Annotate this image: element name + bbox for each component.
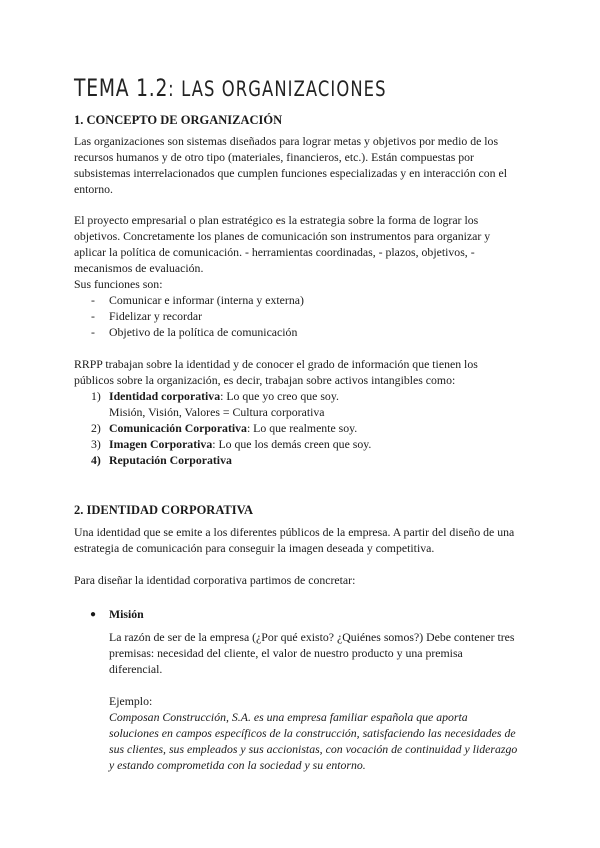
example-line: Composan Construcción, S.A. es una empresa familiar española que aporta [109,710,468,724]
section-heading-identidad: 2. IDENTIDAD CORPORATIVA [74,503,254,517]
dash-marker: - [91,293,95,307]
paragraph-line: Una identidad que se emite a los diferentes públicos de la empresa. A partir del diseño de una [74,525,515,539]
list-number: 1) [91,389,101,403]
paragraph-line: objetivos. Concretamente los planes de comunicación son instrumentos para organizar y [74,229,491,243]
paragraph-line: El proyecto empresarial o plan estratégico es la estrategia sobre la forma de lograr los [74,213,479,227]
list-item: Reputación Corporativa [109,453,232,467]
paragraph-line: RRPP trabajan sobre la identidad y de conocer el grado de información que tienen los [74,357,478,371]
list-number: 3) [91,437,101,451]
list-item: Comunicar e informar (interna y externa) [109,293,304,307]
list-item: Objetivo de la política de comunicación [109,325,298,339]
paragraph-line: Para diseñar la identidad corporativa partimos de concretar: [74,573,356,587]
paragraph-line: aplicar la política de comunicación. - herramientas coordinadas, - plazos, objetivos, - [74,245,475,259]
example-line: sus clientes, sus empleados y sus accionistas, con vocación de continuidad y liderazgo [109,742,518,756]
list-item: Identidad corporativa: Lo que yo creo que soy. [109,389,339,403]
paragraph-line: premisas: necesidad del cliente, el valor de nuestro producto y una premisa [109,646,463,660]
paragraph-line: La razón de ser de la empresa (¿Por qué existo? ¿Quiénes somos?) Debe contener tres [109,630,515,644]
list-item: Comunicación Corporativa: Lo que realmente soy. [109,421,358,435]
paragraph-line: diferencial. [109,662,163,676]
page-title: TEMA 1.2: LAS ORGANIZACIONES [74,74,387,102]
mision-label: Misión [109,607,144,621]
list-item: Imagen Corporativa: Lo que los demás creen que soy. [109,437,372,451]
paragraph-line: públicos sobre la organización, es decir, trabajan sobre activos intangibles como: [74,373,456,387]
dash-marker: - [91,325,95,339]
example-label: Ejemplo: [109,694,153,708]
paragraph-line: entorno. [74,182,113,196]
paragraph-line: Las organizaciones son sistemas diseñados para lograr metas y objetivos por medio de los [74,134,499,148]
bullet-marker: ● [90,609,97,620]
list-number: 4) [91,453,101,467]
list-item: Fidelizar y recordar [109,309,203,323]
list-number: 2) [91,421,101,435]
paragraph-line: subsistemas interrelacionados que cumplen funciones especializadas y en interacción con el [74,166,508,180]
dash-marker: - [91,309,95,323]
paragraph-line: mecanismos de evaluación. [74,261,204,275]
example-line: soluciones en campos específicos de la construcción, satisfaciendo las necesidades de [109,726,516,740]
list-item-extra: Misión, Visión, Valores = Cultura corporativa [109,405,325,419]
paragraph-line: recursos humanos y de otro tipo (materiales, financieros, etc.). Están compuestas por [74,150,474,164]
section-heading-concepto: 1. CONCEPTO DE ORGANIZACIÓN [74,113,283,127]
functions-label: Sus funciones son: [74,277,163,291]
example-line: y estando comprometida con la sociedad y su entorno. [109,758,366,772]
paragraph-line: estrategia de comunicación para conseguir la imagen deseada y competitiva. [74,541,435,555]
